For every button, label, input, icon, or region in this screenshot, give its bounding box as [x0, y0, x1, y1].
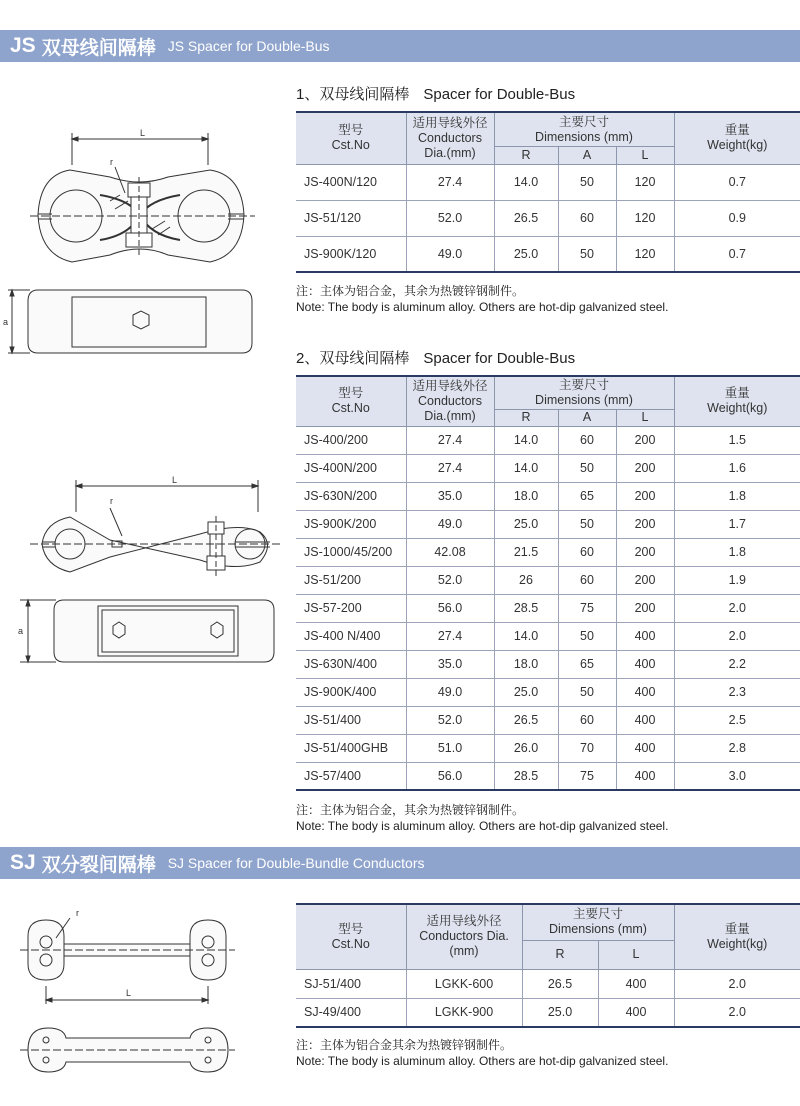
cell-A: 75 [558, 762, 616, 790]
cell-R: 21.5 [494, 538, 558, 566]
cell-R: 14.0 [494, 164, 558, 200]
table2-title-cn: 2、双母线间隔棒 [296, 350, 410, 367]
cell-model: JS-400N/200 [296, 454, 406, 482]
cell-model: JS-1000/45/200 [296, 538, 406, 566]
section-title-cn: 双母线间隔棒 [41, 37, 156, 59]
cell-L: 200 [616, 482, 674, 510]
cell-dia: 56.0 [406, 594, 494, 622]
table-row [296, 538, 800, 566]
cell-weight: 0.9 [674, 200, 800, 236]
cell-R: 26 [494, 566, 558, 594]
col-dimensions: 主要尺寸 Dimensions (mm) [494, 112, 674, 147]
col-R: R [522, 940, 598, 969]
col-weight: 重量 Weight(kg) [674, 904, 800, 969]
cell-L: 200 [616, 510, 674, 538]
dim-label-a: a [3, 317, 9, 327]
sj-spacer-drawing [0, 900, 290, 1090]
dim-label-L: L [172, 475, 178, 485]
cell-A: 50 [558, 678, 616, 706]
dim-label-L: L [140, 128, 146, 138]
section-banner-sj [0, 847, 800, 879]
col-conductor-dia: 适用导线外径 Conductors Dia.(mm) [406, 112, 494, 164]
cell-L: 400 [616, 650, 674, 678]
section-title-cn: 双分裂间隔棒 [41, 854, 156, 876]
cell-model: JS-630N/400 [296, 650, 406, 678]
cell-A: 60 [558, 538, 616, 566]
cell-L: 400 [598, 998, 674, 1027]
cell-dia: 27.4 [406, 622, 494, 650]
cell-A: 65 [558, 482, 616, 510]
cell-weight: 2.8 [674, 734, 800, 762]
cell-dia: 35.0 [406, 482, 494, 510]
cell-weight: 0.7 [674, 164, 800, 200]
dim-label-a: a [18, 626, 24, 636]
col-A: A [558, 409, 616, 426]
cell-dia: 56.0 [406, 762, 494, 790]
col-L: L [616, 147, 674, 164]
cell-model: JS-900K/400 [296, 678, 406, 706]
cell-R: 26.5 [522, 969, 598, 998]
cell-weight: 2.0 [674, 998, 800, 1027]
cell-dia: 51.0 [406, 734, 494, 762]
col-conductor-dia: 适用导线外径 Conductors Dia. (mm) [406, 904, 522, 969]
cell-A: 75 [558, 594, 616, 622]
table-row [296, 969, 800, 998]
cell-L: 200 [616, 538, 674, 566]
cell-R: 25.0 [494, 510, 558, 538]
cell-A: 50 [558, 236, 616, 272]
cell-A: 60 [558, 566, 616, 594]
cell-weight: 2.2 [674, 650, 800, 678]
cell-L: 200 [616, 594, 674, 622]
table-row [296, 426, 800, 454]
cell-weight: 0.7 [674, 236, 800, 272]
cell-weight: 1.8 [674, 538, 800, 566]
cell-model: JS-400 N/400 [296, 622, 406, 650]
cell-model: JS-51/120 [296, 200, 406, 236]
cell-weight: 1.8 [674, 482, 800, 510]
table1-title [296, 83, 575, 104]
cell-L: 120 [616, 200, 674, 236]
col-weight: 重量 Weight(kg) [674, 376, 800, 426]
table-row [296, 200, 800, 236]
table-row [296, 236, 800, 272]
note-en: Note: The body is aluminum alloy. Others are hot-dip galvanized steel. [296, 300, 669, 314]
section-title-en: SJ Spacer for Double-Bundle Conductors [167, 855, 425, 871]
cell-dia: 27.4 [406, 454, 494, 482]
cell-weight: 2.5 [674, 706, 800, 734]
cell-R: 18.0 [494, 482, 558, 510]
note-cn: 注：主体为铝合金，其余为热镀锌钢制件。 [296, 803, 525, 817]
table-row [296, 734, 800, 762]
cell-L: 400 [616, 622, 674, 650]
cell-model: JS-57/400 [296, 762, 406, 790]
table-row [296, 998, 800, 1027]
cell-A: 50 [558, 454, 616, 482]
table2 [296, 375, 800, 791]
section-code: SJ [10, 851, 36, 874]
table2-title [296, 347, 575, 368]
cell-model: JS-51/400GHB [296, 734, 406, 762]
cell-dia: 52.0 [406, 566, 494, 594]
note-cn: 注：主体为铝合金其余为热镀锌钢制件。 [296, 1038, 513, 1052]
cell-R: 14.0 [494, 426, 558, 454]
section-code: JS [10, 34, 36, 57]
cell-R: 26.5 [494, 200, 558, 236]
col-conductor-dia: 适用导线外径 Conductors Dia.(mm) [406, 376, 494, 426]
cell-L: 120 [616, 164, 674, 200]
cell-dia: 52.0 [406, 706, 494, 734]
cell-R: 28.5 [494, 594, 558, 622]
cell-A: 50 [558, 164, 616, 200]
table-row [296, 622, 800, 650]
cell-R: 26.5 [494, 706, 558, 734]
cell-weight: 1.9 [674, 566, 800, 594]
col-model: 型号 Cst.No [296, 904, 406, 969]
table3-note [296, 1037, 668, 1069]
table-row [296, 650, 800, 678]
note-en: Note: The body is aluminum alloy. Others are hot-dip galvanized steel. [296, 819, 669, 833]
table-row [296, 164, 800, 200]
cell-model: JS-51/400 [296, 706, 406, 734]
cell-model: JS-57-200 [296, 594, 406, 622]
cell-dia: 35.0 [406, 650, 494, 678]
note-en: Note: The body is aluminum alloy. Others are hot-dip galvanized steel. [296, 1054, 669, 1068]
cell-A: 65 [558, 650, 616, 678]
col-weight: 重量 Weight(kg) [674, 112, 800, 164]
cell-dia: 49.0 [406, 678, 494, 706]
cell-L: 400 [598, 969, 674, 998]
table-row [296, 678, 800, 706]
cell-dia: 27.4 [406, 164, 494, 200]
js-spacer-drawing-1 [0, 125, 290, 365]
cell-R: 14.0 [494, 622, 558, 650]
cell-dia: 49.0 [406, 236, 494, 272]
dim-label-r: r [110, 157, 113, 167]
cell-dia: 27.4 [406, 426, 494, 454]
cell-A: 60 [558, 706, 616, 734]
col-R: R [494, 409, 558, 426]
cell-R: 14.0 [494, 454, 558, 482]
cell-weight: 2.3 [674, 678, 800, 706]
cell-model: JS-400N/120 [296, 164, 406, 200]
cell-R: 26.0 [494, 734, 558, 762]
cell-L: 200 [616, 566, 674, 594]
cell-L: 400 [616, 678, 674, 706]
cell-R: 25.0 [522, 998, 598, 1027]
cell-weight: 3.0 [674, 762, 800, 790]
cell-A: 60 [558, 200, 616, 236]
col-L: L [598, 940, 674, 969]
cell-dia: 42.08 [406, 538, 494, 566]
table-row [296, 454, 800, 482]
cell-A: 60 [558, 426, 616, 454]
dim-label-r: r [76, 908, 79, 918]
table-row [296, 566, 800, 594]
dim-label-r: r [110, 496, 113, 506]
cell-model: JS-900K/200 [296, 510, 406, 538]
cell-A: 50 [558, 622, 616, 650]
table1-note [296, 283, 668, 315]
cell-dia: LGKK-600 [406, 969, 522, 998]
col-R: R [494, 147, 558, 164]
section-banner-js [0, 30, 800, 62]
note-cn: 注：主体为铝合金，其余为热镀锌钢制件。 [296, 284, 525, 298]
cell-L: 200 [616, 454, 674, 482]
cell-weight: 2.0 [674, 622, 800, 650]
table3 [296, 903, 800, 1028]
cell-R: 25.0 [494, 236, 558, 272]
table-row [296, 706, 800, 734]
cell-L: 400 [616, 762, 674, 790]
cell-L: 200 [616, 426, 674, 454]
table1-title-cn: 1、双母线间隔棒 [296, 86, 410, 103]
table-row [296, 482, 800, 510]
table-row [296, 762, 800, 790]
table2-note [296, 802, 668, 834]
cell-model: SJ-49/400 [296, 998, 406, 1027]
cell-dia: LGKK-900 [406, 998, 522, 1027]
col-A: A [558, 147, 616, 164]
cell-A: 50 [558, 510, 616, 538]
section-title-en: JS Spacer for Double-Bus [167, 38, 330, 54]
cell-model: SJ-51/400 [296, 969, 406, 998]
cell-weight: 1.5 [674, 426, 800, 454]
cell-model: JS-630N/200 [296, 482, 406, 510]
cell-weight: 1.6 [674, 454, 800, 482]
cell-model: JS-51/200 [296, 566, 406, 594]
col-model: 型号 Cst.No [296, 112, 406, 164]
cell-L: 400 [616, 734, 674, 762]
cell-R: 18.0 [494, 650, 558, 678]
cell-L: 400 [616, 706, 674, 734]
table2-title-en: Spacer for Double-Bus [423, 350, 576, 367]
cell-A: 70 [558, 734, 616, 762]
js-spacer-drawing-2 [0, 472, 290, 672]
table-row [296, 510, 800, 538]
table1 [296, 111, 800, 273]
cell-model: JS-900K/120 [296, 236, 406, 272]
cell-dia: 49.0 [406, 510, 494, 538]
col-dimensions: 主要尺寸 Dimensions (mm) [522, 904, 674, 940]
table-row [296, 594, 800, 622]
col-dimensions: 主要尺寸 Dimensions (mm) [494, 376, 674, 409]
cell-weight: 1.7 [674, 510, 800, 538]
cell-weight: 2.0 [674, 594, 800, 622]
cell-R: 28.5 [494, 762, 558, 790]
table1-title-en: Spacer for Double-Bus [423, 86, 576, 103]
cell-model: JS-400/200 [296, 426, 406, 454]
cell-dia: 52.0 [406, 200, 494, 236]
dim-label-L: L [126, 988, 132, 998]
col-L: L [616, 409, 674, 426]
cell-R: 25.0 [494, 678, 558, 706]
col-model: 型号 Cst.No [296, 376, 406, 426]
cell-weight: 2.0 [674, 969, 800, 998]
cell-L: 120 [616, 236, 674, 272]
